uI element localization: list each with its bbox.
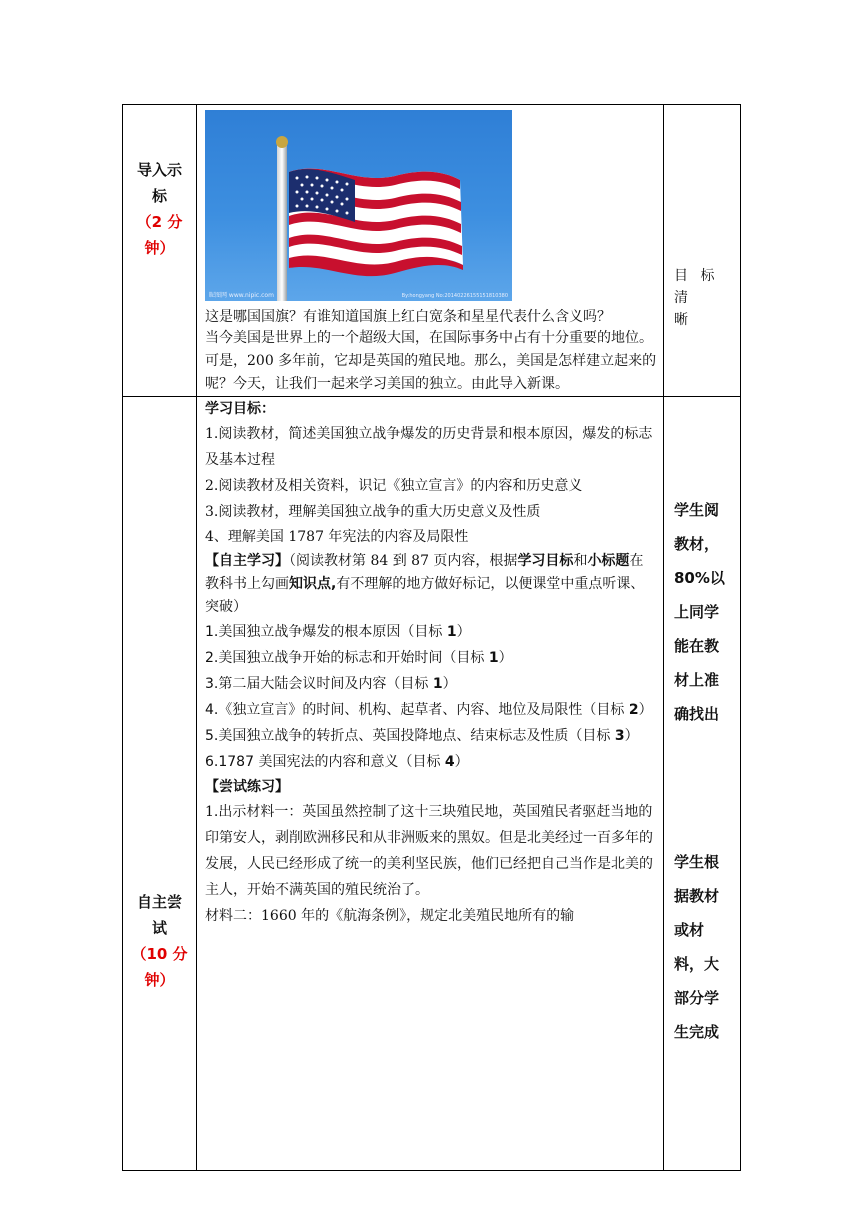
- self-study-item: 3.第二届大陆会议时间及内容（目标 1）: [205, 676, 457, 692]
- practice-material-2: 材料二：1660 年的《航海条例》，规定北美殖民地所有的输: [205, 908, 575, 924]
- note-reading: 学生阅 教材， 80%以 上同学 能在教 材上准 确找出: [674, 501, 725, 723]
- practice-material-1: 1.出示材料一：英国虽然控制了这十三块殖民地，英国殖民者驱赶当地的印第安人，剥削欧洲移民和从非洲贩来的黑奴。但是北美经过一百多年的发展，人民已经形成了统一的美利坚民族，他们已经把自己当作是北美的主人，开始不满英国的殖民统治了。: [205, 804, 653, 898]
- us-flag-image: [205, 110, 512, 301]
- goal-item: 3.阅读教材，理解美国独立战争的重大历史意义及性质: [205, 504, 541, 520]
- flag-illustration: [205, 110, 512, 301]
- stage-self-cell: [123, 397, 197, 1171]
- watermark-right: By:hongyang No:20140226155151810380: [401, 293, 508, 299]
- goal-item: 1.阅读教材，简述美国独立战争爆发的历史背景和根本原因，爆发的标志及基本过程: [205, 426, 653, 468]
- self-study-item: 1.美国独立战争爆发的根本原因（目标 1）: [205, 624, 471, 640]
- self-study-item: 6.1787 美国宪法的内容和意义（目标 4）: [205, 754, 469, 770]
- self-content-cell: [197, 397, 664, 1171]
- self-study-item: 5.美国独立战争的转折点、英国投降地点、结束标志及性质（目标 3）: [205, 728, 639, 744]
- note-practice: 学生根 据教材 或材 料，大 部分学 生完成: [674, 853, 720, 1041]
- self-study-item: 4.《独立宣言》的时间、机构、起草者、内容、地位及局限性（目标 2）: [205, 702, 653, 718]
- stage-self-label: 自主尝 试 （10 分 钟）: [131, 893, 188, 989]
- note-cell-2: [664, 397, 741, 1171]
- note-cell-1: [664, 105, 741, 397]
- practice-heading: 【尝试练习】: [205, 779, 289, 795]
- stage-intro-label: 导入示 标 （2 分 钟）: [136, 161, 183, 257]
- stage-intro-cell: [123, 105, 197, 397]
- intro-text: [197, 301, 663, 396]
- intro-content-cell: [197, 105, 664, 397]
- self-text: [197, 397, 663, 929]
- goals-heading: 学习目标：: [205, 401, 275, 417]
- intro-question: 这是哪国国旗？有谁知道国旗上红白宽条和星星代表什么含义吗？: [205, 309, 611, 325]
- note-goal-clear: 目 标 清 晰: [674, 268, 719, 328]
- self-study-item: 2.美国独立战争开始的标志和开始时间（目标 1）: [205, 650, 513, 666]
- self-study-intro: 【自主学习】（阅读教材第 84 到 87 页内容，根据学习目标和小标题在教科书上勾画知识点,有不理解的地方做好标记，以便课堂中重点听课、突破）: [205, 553, 645, 615]
- lesson-table: [122, 104, 741, 1171]
- goal-item: 2.阅读教材及相关资料，识记《独立宣言》的内容和历史意义: [205, 478, 583, 494]
- watermark-left: 昵图网 www.nipic.com: [209, 292, 274, 299]
- intro-paragraph: 当今美国是世界上的一个超级大国，在国际事务中占有十分重要的地位。可是，200 多年前，它却是英国的殖民地。那么，美国是怎样建立起来的呢？今天，让我们一起来学习美国的独立。由此导入新课。: [205, 330, 657, 392]
- goal-item: 4、理解美国 1787 年宪法的内容及局限性: [205, 529, 469, 545]
